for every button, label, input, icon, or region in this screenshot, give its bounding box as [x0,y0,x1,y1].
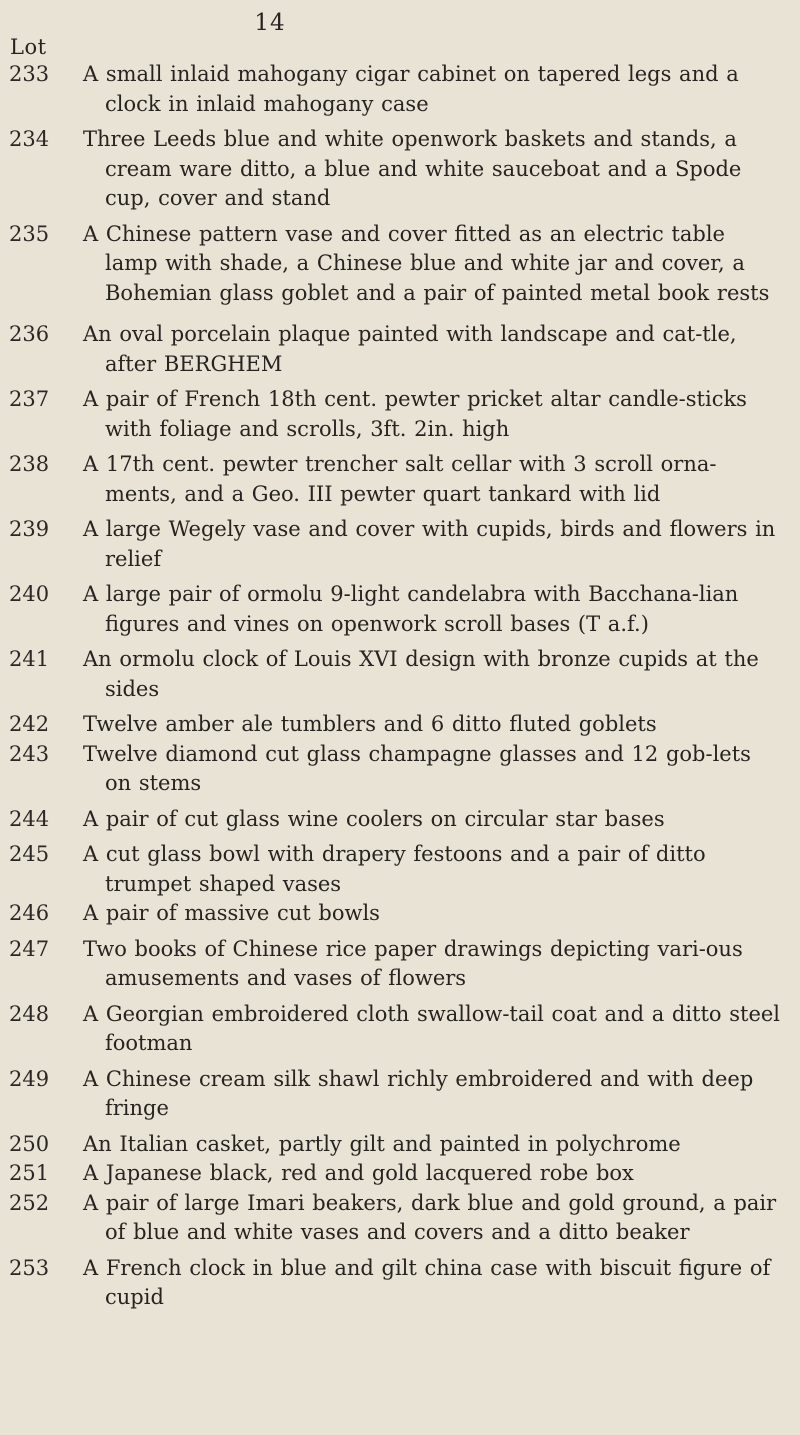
lot-number: 243 [9,741,50,766]
lot-number: 241 [9,647,50,671]
lot-description: A Japanese black, red and gold lacquered robe box [83,1161,634,1185]
lot-number: 251 [9,1161,50,1185]
lot-description: A Georgian embroidered cloth swallow-tail coat and a ditto steel footman [83,1001,781,1055]
lot-description: Two books of Chinese rice paper drawings depicting vari-ous amusements and vases of flowers [83,936,743,990]
lot-description: A pair of French 18th cent. pewter pricket altar candle-sticks with foliage and scrolls, 3ft. 2in. high [83,387,747,441]
lot-number: 240 [9,582,50,606]
lot-item [0,1189,800,1248]
lot-list [0,60,800,1313]
lot-description: A pair of massive cut bowls [83,901,380,925]
lot-description: An ormolu clock of Louis XVI design with bronze cupids at the sides [83,647,759,701]
lot-number: 238 [9,452,50,476]
lot-item [0,1065,800,1124]
lot-description: An Italian casket, partly gilt and painted in polychrome [83,1131,681,1156]
lot-number: 239 [9,517,50,541]
lot-number: 249 [9,1066,50,1091]
lot-item [0,1000,800,1059]
lot-description: A large pair of ormolu 9-light candelabra with Bacchana-lian figures and vines on openwork scroll bases (T a.f.) [83,582,739,636]
lot-description: An oval porcelain plaque painted with landscape and cat-tle, after BERGHEM [83,322,737,376]
lot-number: 244 [9,806,50,831]
lot-number: 235 [9,221,50,246]
lot-description: Twelve diamond cut glass champagne glasses and 12 gob-lets on stems [83,741,751,795]
lot-description: A Chinese pattern vase and cover fitted as an electric table lamp with shade, a Chinese blue and white jar and cover, a Bohemian glass goblet and a pair of painted metal book rests [83,221,770,305]
lot-item [0,710,800,740]
lot-item [0,1130,800,1160]
lot-item [0,320,800,379]
lot-description: A pair of large Imari beakers, dark blue and gold ground, a pair of blue and white vases and covers and a ditto beaker [83,1190,777,1244]
page-number: 14 [254,10,286,36]
lot-number: 242 [9,712,50,736]
lot-item [0,840,800,899]
lot-number: 247 [9,936,50,961]
lot-item [0,899,800,929]
lot-number: 248 [9,1001,50,1026]
lot-description: A 17th cent. pewter trencher salt cellar with 3 scroll orna-ments, and a Geo. III pewter quart tankard with lid [83,452,717,506]
lot-description: A large Wegely vase and cover with cupids, birds and flowers in relief [83,517,776,571]
lot-description: Three Leeds blue and white openwork baskets and stands, a cream ware ditto, a blue and white sauceboat and a Spode cup, cover and stand [83,127,742,210]
lot-item [0,125,800,214]
lot-number: 253 [9,1255,50,1280]
lot-description: Twelve amber ale tumblers and 6 ditto fluted goblets [83,712,657,736]
lot-item [0,220,800,309]
lot-item [0,1254,800,1313]
lot-item [0,1159,800,1189]
lot-item [0,935,800,994]
lot-number: 245 [9,842,50,866]
lot-item [0,740,800,799]
lot-item [0,645,800,704]
lot-number: 234 [9,127,50,151]
lot-number: 237 [9,387,50,411]
lot-column-header: Lot [10,35,47,59]
lot-number: 250 [9,1131,50,1156]
lot-description: A small inlaid mahogany cigar cabinet on tapered legs and a clock in inlaid mahogany case [83,62,739,116]
lot-description: A cut glass bowl with drapery festoons and a pair of ditto trumpet shaped vases [83,842,706,896]
lot-description: A Chinese cream silk shawl richly embroidered and with deep fringe [83,1066,754,1120]
lot-number: 236 [9,322,50,346]
lot-item [0,515,800,574]
lot-number: 246 [9,901,50,925]
lot-number: 233 [9,62,50,86]
lot-item [0,60,800,119]
lot-item [0,805,800,835]
lot-item [0,580,800,639]
lot-number: 252 [9,1190,50,1215]
lot-item [0,450,800,509]
lot-description: A French clock in blue and gilt china case with biscuit figure of cupid [83,1255,771,1309]
lot-description: A pair of cut glass wine coolers on circular star bases [83,806,665,831]
lot-item [0,385,800,444]
